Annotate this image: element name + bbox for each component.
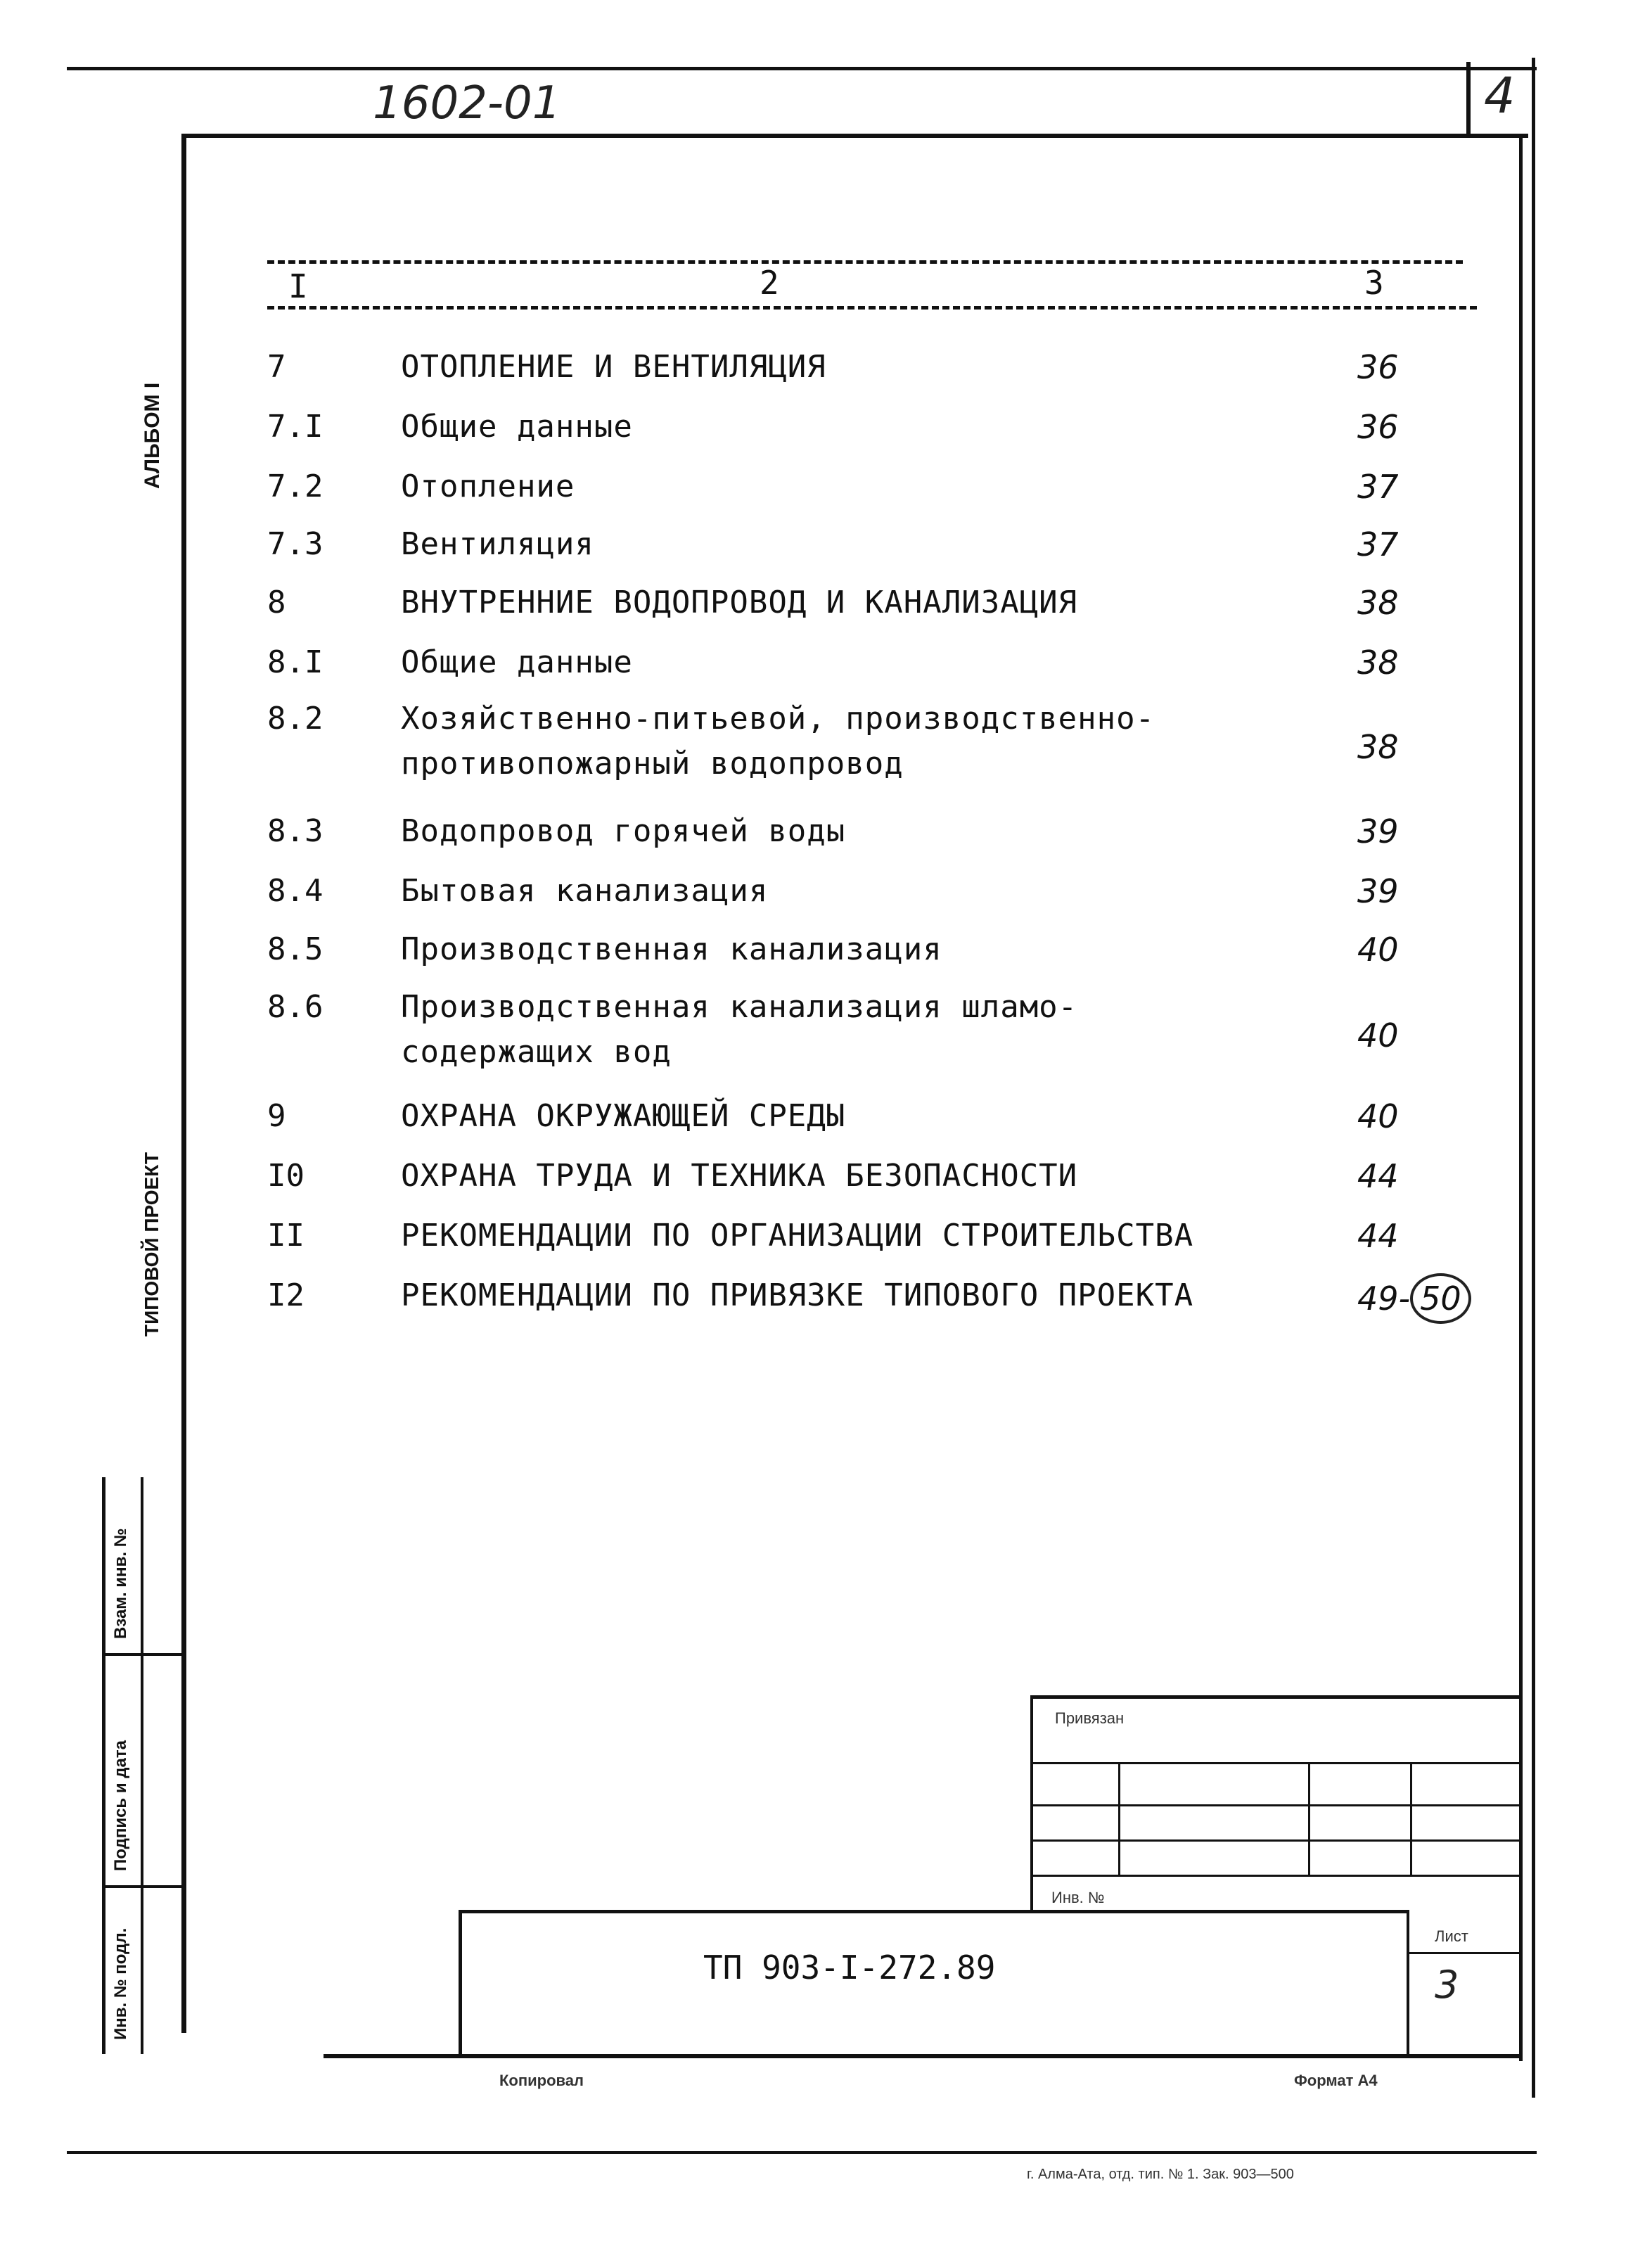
page-number-text: 38 <box>1357 644 1399 682</box>
frame-left <box>181 134 186 2033</box>
designation-top <box>461 1910 1407 1913</box>
page-number-text: 36 <box>1357 348 1399 386</box>
section-number: 8.2 <box>267 701 324 736</box>
handwritten-code: 1602-01 <box>373 77 561 129</box>
page-number <box>1357 1094 1484 1139</box>
page-number-text: 37 <box>1357 468 1399 506</box>
stamp-h2 <box>1030 1804 1519 1806</box>
section-number: 7 <box>267 349 286 385</box>
page-number <box>1357 809 1484 854</box>
project-type-label: ТИПОВОЙ ПРОЕКТ <box>141 1152 162 1337</box>
page-number-text: 37 <box>1357 525 1399 563</box>
section-title: Общие данные <box>401 644 633 680</box>
stamp-v2 <box>1308 1762 1310 1875</box>
section-title: Водопровод горячей воды <box>401 813 846 849</box>
page-number <box>1357 345 1484 390</box>
designation-left <box>459 1910 462 2058</box>
section-title: Производственная канализация шламо- <box>401 989 1078 1025</box>
sheet-box-left <box>1407 1910 1409 2058</box>
stamp-v3 <box>1410 1762 1412 1875</box>
page-number-text: 40 <box>1357 1016 1399 1054</box>
margin-box-left <box>102 1477 105 2054</box>
album-label: АЛЬБОМ I <box>141 382 164 489</box>
section-number: 7.2 <box>267 468 324 504</box>
margin-box-inner <box>141 1477 143 2054</box>
sheet-number: 3 <box>1435 1963 1459 2007</box>
section-title: Хозяйственно-питьевой, производственно- <box>401 701 1155 736</box>
vzam-inv-label: Взам. инв. № <box>111 1528 130 1639</box>
section-title: РЕКОМЕНДАЦИИ ПО ОРГАНИЗАЦИИ СТРОИТЕЛЬСТВА <box>401 1218 1194 1254</box>
section-number: 8 <box>267 585 286 620</box>
page-number <box>1357 464 1484 509</box>
copied-label: Копировал <box>499 2072 584 2089</box>
frame-right <box>1519 134 1523 2061</box>
page-number-text: 36 <box>1357 408 1399 446</box>
page-number <box>1357 580 1484 625</box>
section-title: ОХРАНА ОКРУЖАЮЩЕЙ СРЕДЫ <box>401 1098 846 1134</box>
header-bottom-dash <box>267 306 1477 310</box>
page-number <box>1357 725 1484 770</box>
section-title: РЕКОМЕНДАЦИИ ПО ПРИВЯЗКЕ ТИПОВОГО ПРОЕКТА <box>401 1277 1194 1313</box>
section-title: Производственная канализация <box>401 931 942 967</box>
page-number-text: 40 <box>1357 931 1399 969</box>
format-label: Формат А4 <box>1294 2072 1378 2089</box>
page-number-text: 40 <box>1357 1097 1399 1135</box>
section-number: 8.3 <box>267 813 324 849</box>
stamp-h1 <box>1030 1762 1519 1764</box>
page-number-text: 38 <box>1357 584 1399 622</box>
section-number: I0 <box>267 1158 305 1194</box>
stamp-top <box>1030 1695 1519 1699</box>
section-number: II <box>267 1218 305 1254</box>
page-number-text: 44 <box>1357 1157 1399 1195</box>
stamp-h4 <box>1030 1875 1519 1877</box>
page-number-text: 39 <box>1357 812 1399 850</box>
page-number-text: 38 <box>1357 728 1399 766</box>
section-number: 9 <box>267 1098 286 1134</box>
section-title-continued: противопожарный водопровод <box>401 746 904 782</box>
circled-page-number: 50 <box>1410 1273 1471 1324</box>
section-number: 8.I <box>267 644 324 680</box>
section-number: I2 <box>267 1277 305 1313</box>
section-title: ВНУТРЕННИЕ ВОДОПРОВОД И КАНАЛИЗАЦИЯ <box>401 585 1078 620</box>
page-number <box>1357 404 1484 449</box>
section-title-continued: содержащих вод <box>401 1034 672 1070</box>
section-number: 7.3 <box>267 526 324 562</box>
section-number: 8.5 <box>267 931 324 967</box>
section-title: Вентиляция <box>401 526 594 562</box>
stamp-inv-no: Инв. № <box>1051 1889 1105 1906</box>
sheet-box-mid <box>1407 1952 1519 1954</box>
section-title: ОХРАНА ТРУДА И ТЕХНИКА БЕЗОПАСНОСТИ <box>401 1158 1078 1194</box>
top-rule <box>67 67 1537 70</box>
page-number-text: 39 <box>1357 872 1399 910</box>
section-title: Бытовая канализация <box>401 873 769 909</box>
header-col-2: 2 <box>760 264 779 302</box>
stamp-h3 <box>1030 1839 1519 1842</box>
page-number <box>1357 640 1484 685</box>
signature-date-label: Подпись и дата <box>111 1740 130 1871</box>
page-number <box>1357 1154 1484 1199</box>
section-title: Общие данные <box>401 409 633 445</box>
page-number <box>1357 869 1484 914</box>
corner-sheet-number: 4 <box>1484 67 1516 125</box>
header-col-3: 3 <box>1364 264 1384 302</box>
page-number-text: 44 <box>1357 1217 1399 1255</box>
designation-text: ТП 903-I-272.89 <box>703 1949 996 1987</box>
inv-podl-label: Инв. № подл. <box>111 1927 130 2040</box>
page-number-text: 49- <box>1357 1280 1411 1318</box>
section-title: Отопление <box>401 468 575 504</box>
frame-bottom <box>324 2054 1519 2058</box>
section-number: 8.6 <box>267 989 324 1025</box>
page-number <box>1357 1213 1484 1258</box>
section-number: 8.4 <box>267 873 324 909</box>
page-number <box>1357 522 1484 567</box>
header-top-dash <box>267 260 1463 264</box>
corner-box-right <box>1532 58 1535 2098</box>
section-number: 7.I <box>267 409 324 445</box>
page-number <box>1357 1013 1484 1058</box>
page-number <box>1357 927 1484 972</box>
printer-line: г. Алма-Ата, отд. тип. № 1. Зак. 903—500 <box>1027 2167 1294 2182</box>
stamp-v1 <box>1118 1762 1120 1875</box>
header-col-1: I <box>288 267 308 305</box>
frame-top <box>181 134 1528 138</box>
stamp-privyazan: Привязан <box>1055 1709 1125 1727</box>
bottom-rule <box>67 2151 1537 2154</box>
sheet-label: Лист <box>1435 1927 1468 1945</box>
corner-box-left <box>1466 62 1471 136</box>
section-title: ОТОПЛЕНИЕ И ВЕНТИЛЯЦИЯ <box>401 349 826 385</box>
page-number <box>1357 1273 1484 1324</box>
